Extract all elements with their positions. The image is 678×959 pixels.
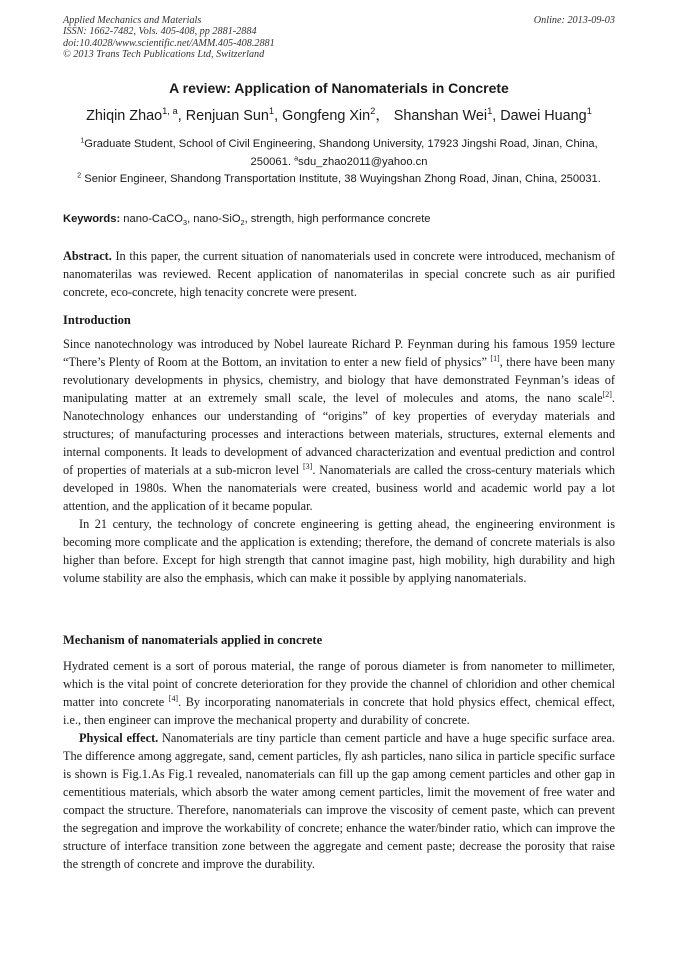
paragraph-text: Nanomaterials are tiny particle than cement particle and have a huge specific surface area. The difference among aggregate, sand, cement particles, fly ash particles, nano silica in particle specific surface is shown is Fig.1.As Fig.1 revealed, nanomaterials can fill up the gap among cement particles and other gap in cementitious materials, which absorb the water among cement particles, limit the movement of free water and compact the structure. Therefore, nanomaterials can improve the viscosity of cement paste, which can prevent the segregation and improve the workability of concrete; enhance the water/binder ratio, which can improve the structure of interface transition zone between the aggregate and cement paste; decrease the porosity that raise the strength of concrete and improve the durability. — [63, 731, 616, 871]
affiliation-text: Senior Engineer, Shandong Transportation Institute, 38 Wuyingshan Zhong Road, Jinan, China, 250031. — [81, 173, 601, 185]
paragraph-text: , there have been many revolutionary developments in physics, chemistry, and biology that have demonstrated Feynman’s ideas of manipulating matter at an extremely small scale, the level of molecules and atoms, the nano scale — [63, 355, 615, 405]
issn-line: ISSN: 1662-7482, Vols. 405-408, pp 2881-2884 — [63, 26, 257, 38]
keyword-text: , nano-SiO — [187, 213, 241, 225]
abstract-paragraph — [63, 247, 615, 301]
author-affiliation-mark: 1 — [487, 106, 493, 117]
citation-ref: [2] — [602, 389, 612, 399]
mechanism-paragraph-1 — [63, 657, 615, 729]
citation-ref: [3] — [303, 461, 313, 471]
abstract-text: In this paper, the current situation of nanomaterials used in concrete were introduced, mechanism of nanomaterilas was reviewed. Recent application of nanomaterilas in special concrete such as air purified concrete, eco-concrete, high tenacity concrete were present. — [63, 249, 615, 299]
author-name: Renjuan Sun — [185, 108, 269, 124]
abstract-label: Abstract. — [63, 249, 112, 263]
author-email: sdu_zhao2011@yahoo.cn — [298, 156, 428, 168]
intro-paragraph-1 — [63, 335, 615, 515]
journal-name: Applied Mechanics and Materials — [63, 15, 202, 26]
affiliation-text: Graduate Student, School of Civil Engineering, Shandong University, 17923 Jingshi Road, Jinan, China, 250061. — [84, 138, 598, 168]
citation-ref: [1] — [490, 353, 500, 363]
paragraph-text: Hydrated cement is a sort of porous material, the range of porous diameter is from nanometer to millimeter, which is the vital point of concrete deterioration for they provide the channel of chloridion and other chemical matter into concrete — [63, 659, 615, 709]
introduction-section — [63, 335, 615, 587]
mechanism-paragraph-2 — [63, 729, 615, 873]
author-name: Dawei Huang — [500, 108, 587, 124]
citation-ref: [4] — [168, 693, 179, 703]
author-name: Zhiqin Zhao — [86, 108, 163, 124]
author-affiliation-mark: 1 — [268, 106, 275, 117]
author-separator: ， — [375, 108, 394, 124]
paragraph-text: . Nanotechnology enhances our understanding of “origins” of key properties of everyday materials and structures; of manufacturing processes and interactions between materials, structures, external elements and internal components. It leads to development of advanced characterization and eventual prediction and control of properties of materials at a sub-micron level — [63, 391, 615, 477]
keyword-text: , strength, high performance concrete — [244, 213, 431, 225]
author-name: Shanshan Wei — [393, 108, 488, 124]
author-affiliation-mark: 1, a — [162, 106, 178, 117]
mechanism-section — [63, 657, 615, 873]
paper-title: A review: Application of Nanomaterials in Concrete — [169, 80, 509, 96]
author-affiliation-mark: 2 — [370, 106, 376, 117]
affiliation-1 — [63, 135, 615, 171]
keyword-subscript: 2 — [240, 218, 245, 228]
keyword-subscript: 3 — [183, 218, 188, 228]
copyright-line: © 2013 Trans Tech Publications Ltd, Switzerland — [63, 48, 265, 60]
author-separator: , — [492, 108, 501, 124]
introduction-heading: Introduction — [63, 313, 131, 327]
paragraph-text: . Nanomaterials are called the cross-century materials which developed in 1980s. When the nanomaterials were created, business world and academic world pay a lot attention, and the application of it became popular. — [63, 463, 615, 513]
paragraph-text: . By incorporating nanomaterials in concrete that hold physics effect, chemical effect, i.e., then engineer can improve the mechanical property and durability of concrete. — [63, 695, 616, 727]
keyword-text: nano-CaCO — [120, 213, 184, 225]
physical-effect-label: Physical effect. — [79, 731, 159, 745]
online-date: Online: 2013-09-03 — [533, 15, 615, 26]
affiliation-mark: 1 — [80, 135, 85, 145]
journal-header — [63, 15, 615, 60]
keywords-line — [63, 213, 615, 228]
author-separator: , — [274, 108, 283, 124]
paragraph-text: Since nanotechnology was introduced by Nobel laureate Richard P. Feynman during his famous 1959 lecture “There’s Plenty of Room at the Bottom, an invitation to enter a new field of physics” — [63, 337, 615, 369]
affiliation-2 — [63, 170, 615, 188]
intro-paragraph-2: In 21 century, the technology of concrete engineering is getting ahead, the engineering environment is becoming more complicate and the application is extending; therefore, the demand of concrete materials is also higher than before. Except for high strength that cannot imagine past, high mobility, high durability and high volume stability are also the emphasis, which can make it possible by applying nanomaterials. — [63, 517, 615, 585]
email-mark: a — [294, 153, 299, 163]
author-affiliation-mark: 1 — [586, 106, 592, 117]
author-list — [0, 104, 678, 125]
mechanism-heading: Mechanism of nanomaterials applied in concrete — [63, 633, 323, 647]
author-name: Gongfeng Xin — [282, 108, 371, 124]
affiliation-mark: 2 — [77, 170, 82, 180]
keywords-label: Keywords: — [63, 213, 121, 225]
author-separator: , — [177, 108, 186, 124]
abstract-section — [63, 247, 615, 301]
doi-line: doi:10.4028/www.scientific.net/AMM.405-408.2881 — [63, 37, 275, 49]
